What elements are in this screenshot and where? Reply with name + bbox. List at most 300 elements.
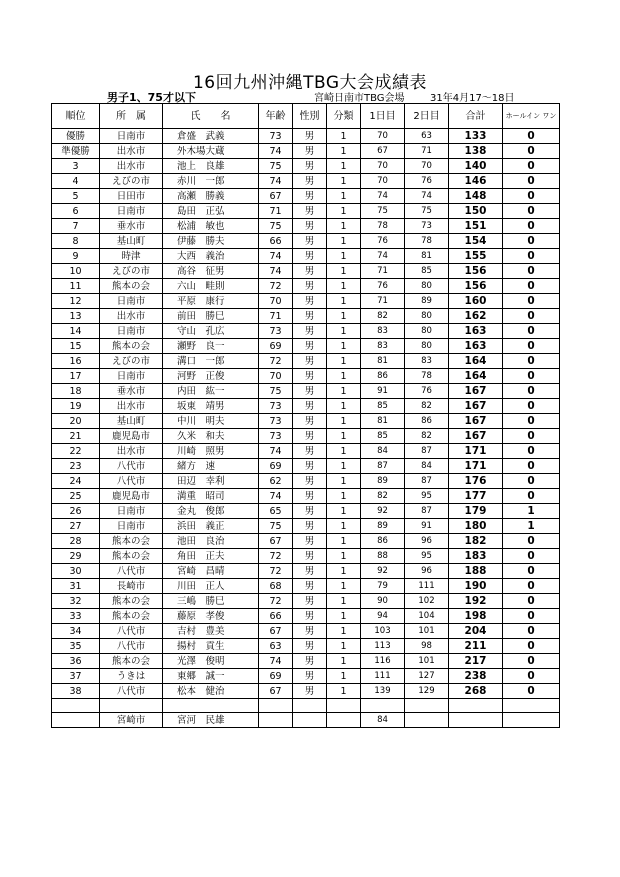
table-row	[52, 594, 560, 609]
table-row	[52, 459, 560, 474]
hole-in-one-cell: 0	[503, 129, 560, 144]
day1-score-cell: 74	[361, 249, 405, 264]
day1-score-cell: 86	[361, 534, 405, 549]
table-row	[52, 204, 560, 219]
day2-score-cell: 63	[405, 129, 449, 144]
gender-cell: 男	[293, 669, 327, 684]
rank-cell: 19	[52, 399, 100, 414]
day2-score-cell: 74	[405, 189, 449, 204]
hole-in-one-cell: 0	[503, 429, 560, 444]
total-score-cell: 150	[449, 204, 503, 219]
rank-cell: 4	[52, 174, 100, 189]
total-score-cell: 177	[449, 489, 503, 504]
affiliation-cell: 日南市	[100, 129, 163, 144]
table-row	[52, 609, 560, 624]
name-cell: 内田 紘一	[163, 384, 259, 399]
affiliation-cell: 長崎市	[100, 579, 163, 594]
name-cell: 東郷 誠一	[163, 669, 259, 684]
name-cell: 松本 健治	[163, 684, 259, 699]
hole-in-one-cell: 0	[503, 264, 560, 279]
header-affiliation: 所 属	[100, 104, 163, 129]
rank-cell: 11	[52, 279, 100, 294]
total-score-cell: 167	[449, 414, 503, 429]
day1-score-cell: 74	[361, 189, 405, 204]
affiliation-cell: 日南市	[100, 519, 163, 534]
table-row	[52, 249, 560, 264]
age-cell: 70	[259, 294, 293, 309]
division-cell: 1	[327, 354, 361, 369]
age-cell: 72	[259, 279, 293, 294]
day2-score-cell: 95	[405, 549, 449, 564]
affiliation-cell: 出水市	[100, 309, 163, 324]
affiliation-cell: 宮崎市	[100, 713, 163, 728]
hole-in-one-cell: 0	[503, 654, 560, 669]
hole-in-one-cell: 0	[503, 669, 560, 684]
age-cell: 69	[259, 339, 293, 354]
name-cell: 溝口 一郎	[163, 354, 259, 369]
rank-cell: 7	[52, 219, 100, 234]
name-cell: 宮崎 昌晴	[163, 564, 259, 579]
gender-cell: 男	[293, 129, 327, 144]
hole-in-one-cell: 0	[503, 609, 560, 624]
hole-in-one-cell	[503, 699, 560, 713]
day2-score-cell: 80	[405, 309, 449, 324]
rank-cell: 35	[52, 639, 100, 654]
day2-score-cell: 104	[405, 609, 449, 624]
gender-cell: 男	[293, 459, 327, 474]
affiliation-cell: 熊本の会	[100, 549, 163, 564]
division-cell: 1	[327, 204, 361, 219]
rank-cell: 36	[52, 654, 100, 669]
hole-in-one-cell: 0	[503, 279, 560, 294]
total-score-cell: 192	[449, 594, 503, 609]
age-cell: 75	[259, 159, 293, 174]
affiliation-cell: 日田市	[100, 189, 163, 204]
gender-cell: 男	[293, 354, 327, 369]
gender-cell: 男	[293, 519, 327, 534]
total-score-cell: 211	[449, 639, 503, 654]
age-cell: 71	[259, 309, 293, 324]
hole-in-one-cell	[503, 713, 560, 728]
header-rank: 順位	[52, 104, 100, 129]
total-score-cell: 167	[449, 384, 503, 399]
table-row	[52, 354, 560, 369]
day2-score-cell: 70	[405, 159, 449, 174]
hole-in-one-cell: 0	[503, 474, 560, 489]
day2-score-cell: 129	[405, 684, 449, 699]
rank-cell: 優勝	[52, 129, 100, 144]
total-score-cell: 217	[449, 654, 503, 669]
day2-score-cell: 86	[405, 414, 449, 429]
table-row	[52, 129, 560, 144]
name-cell: 前田 勝巳	[163, 309, 259, 324]
day2-score-cell: 75	[405, 204, 449, 219]
hole-in-one-cell: 0	[503, 684, 560, 699]
age-cell: 74	[259, 444, 293, 459]
division-cell: 1	[327, 639, 361, 654]
affiliation-cell: 熊本の会	[100, 654, 163, 669]
day1-score-cell: 75	[361, 204, 405, 219]
header-hole-in-one: ホールイン ワン	[503, 104, 560, 129]
age-cell: 67	[259, 624, 293, 639]
total-score-cell: 160	[449, 294, 503, 309]
day1-score-cell: 71	[361, 264, 405, 279]
division-cell: 1	[327, 684, 361, 699]
header-row	[52, 104, 560, 129]
hole-in-one-cell: 0	[503, 219, 560, 234]
affiliation-cell: 出水市	[100, 159, 163, 174]
gender-cell: 男	[293, 144, 327, 159]
hole-in-one-cell: 1	[503, 504, 560, 519]
day1-score-cell: 87	[361, 459, 405, 474]
table-row	[52, 369, 560, 384]
total-score-cell: 167	[449, 399, 503, 414]
age-cell: 72	[259, 594, 293, 609]
gender-cell: 男	[293, 549, 327, 564]
affiliation-cell: 鹿児島市	[100, 489, 163, 504]
total-score-cell: 188	[449, 564, 503, 579]
division-cell: 1	[327, 234, 361, 249]
name-cell: 赤川 一郎	[163, 174, 259, 189]
table-row	[52, 504, 560, 519]
rank-cell: 12	[52, 294, 100, 309]
age-cell: 74	[259, 264, 293, 279]
division-cell: 1	[327, 249, 361, 264]
total-score-cell	[449, 713, 503, 728]
age-cell: 73	[259, 324, 293, 339]
hole-in-one-cell: 0	[503, 354, 560, 369]
age-cell: 70	[259, 369, 293, 384]
total-score-cell: 156	[449, 264, 503, 279]
division-cell: 1	[327, 429, 361, 444]
division-cell: 1	[327, 459, 361, 474]
day1-score-cell: 76	[361, 234, 405, 249]
header-age: 年齢	[259, 104, 293, 129]
gender-cell: 男	[293, 609, 327, 624]
affiliation-cell: 出水市	[100, 144, 163, 159]
table-row	[52, 324, 560, 339]
total-score-cell: 198	[449, 609, 503, 624]
day2-score-cell: 89	[405, 294, 449, 309]
affiliation-cell: 日南市	[100, 324, 163, 339]
name-cell: 守山 孔広	[163, 324, 259, 339]
day2-score-cell: 76	[405, 384, 449, 399]
division-cell: 1	[327, 609, 361, 624]
day1-score-cell: 91	[361, 384, 405, 399]
rank-cell: 34	[52, 624, 100, 639]
affiliation-cell: うきは	[100, 669, 163, 684]
name-cell: 中川 明夫	[163, 414, 259, 429]
total-score-cell: 190	[449, 579, 503, 594]
age-cell	[259, 699, 293, 713]
hole-in-one-cell: 0	[503, 339, 560, 354]
table-row	[52, 159, 560, 174]
division-cell	[327, 713, 361, 728]
table-row	[52, 414, 560, 429]
name-cell: 大西 義治	[163, 249, 259, 264]
hole-in-one-cell: 0	[503, 414, 560, 429]
division-cell: 1	[327, 519, 361, 534]
division-cell: 1	[327, 399, 361, 414]
division-cell: 1	[327, 294, 361, 309]
name-cell: 川田 正人	[163, 579, 259, 594]
division-cell: 1	[327, 189, 361, 204]
gender-cell: 男	[293, 399, 327, 414]
name-cell: 藤原 孝俊	[163, 609, 259, 624]
day2-score-cell: 73	[405, 219, 449, 234]
table-row	[52, 444, 560, 459]
total-score-cell: 151	[449, 219, 503, 234]
category-subtitle: 男子1、75才以下	[107, 91, 196, 104]
total-score-cell: 163	[449, 324, 503, 339]
table-row	[52, 309, 560, 324]
day1-score-cell: 71	[361, 294, 405, 309]
table-row	[52, 579, 560, 594]
hole-in-one-cell: 0	[503, 444, 560, 459]
table-row	[52, 654, 560, 669]
name-cell: 川崎 照男	[163, 444, 259, 459]
table-row	[52, 489, 560, 504]
day1-score-cell: 113	[361, 639, 405, 654]
hole-in-one-cell: 0	[503, 369, 560, 384]
age-cell: 65	[259, 504, 293, 519]
day1-score-cell: 82	[361, 489, 405, 504]
age-cell: 67	[259, 684, 293, 699]
day2-score-cell: 82	[405, 399, 449, 414]
table-row	[52, 519, 560, 534]
rank-cell: 20	[52, 414, 100, 429]
name-cell: 島田 正弘	[163, 204, 259, 219]
rank-cell: 24	[52, 474, 100, 489]
total-score-cell: 162	[449, 309, 503, 324]
name-cell: 久米 和夫	[163, 429, 259, 444]
division-cell: 1	[327, 174, 361, 189]
division-cell: 1	[327, 324, 361, 339]
name-cell: 坂東 靖男	[163, 399, 259, 414]
day2-score-cell: 71	[405, 144, 449, 159]
affiliation-cell: 日南市	[100, 369, 163, 384]
header-name: 氏 名	[163, 104, 259, 129]
day1-score-cell: 92	[361, 504, 405, 519]
gender-cell: 男	[293, 474, 327, 489]
division-cell: 1	[327, 414, 361, 429]
hole-in-one-cell: 0	[503, 324, 560, 339]
extra-table-row	[52, 713, 560, 728]
gender-cell: 男	[293, 534, 327, 549]
name-cell: 倉盛 武義	[163, 129, 259, 144]
name-cell: 揚村 貢生	[163, 639, 259, 654]
total-score-cell: 146	[449, 174, 503, 189]
gender-cell: 男	[293, 579, 327, 594]
day2-score-cell: 81	[405, 249, 449, 264]
total-score-cell: 167	[449, 429, 503, 444]
name-cell: 吉村 豊美	[163, 624, 259, 639]
name-cell: 河野 正俊	[163, 369, 259, 384]
division-cell: 1	[327, 579, 361, 594]
total-score-cell: 155	[449, 249, 503, 264]
hole-in-one-cell: 0	[503, 534, 560, 549]
division-cell: 1	[327, 564, 361, 579]
day2-score-cell: 91	[405, 519, 449, 534]
rank-cell: 16	[52, 354, 100, 369]
division-cell: 1	[327, 264, 361, 279]
affiliation-cell: 八代市	[100, 564, 163, 579]
gender-cell	[293, 699, 327, 713]
rank-cell: 28	[52, 534, 100, 549]
age-cell: 74	[259, 144, 293, 159]
affiliation-cell: えびの市	[100, 174, 163, 189]
affiliation-cell: 八代市	[100, 684, 163, 699]
hole-in-one-cell: 0	[503, 549, 560, 564]
total-score-cell: 154	[449, 234, 503, 249]
day2-score-cell: 83	[405, 354, 449, 369]
age-cell: 73	[259, 429, 293, 444]
affiliation-cell: 出水市	[100, 399, 163, 414]
name-cell: 池田 良治	[163, 534, 259, 549]
results-body	[52, 129, 560, 728]
hole-in-one-cell: 0	[503, 399, 560, 414]
day1-score-cell: 76	[361, 279, 405, 294]
day2-score-cell: 78	[405, 234, 449, 249]
day1-score-cell: 103	[361, 624, 405, 639]
header-day1: 1日目	[361, 104, 405, 129]
affiliation-cell: 八代市	[100, 639, 163, 654]
division-cell: 1	[327, 129, 361, 144]
division-cell	[327, 699, 361, 713]
rank-cell: 18	[52, 384, 100, 399]
day1-score-cell: 90	[361, 594, 405, 609]
division-cell: 1	[327, 219, 361, 234]
total-score-cell: 182	[449, 534, 503, 549]
day1-score-cell: 89	[361, 519, 405, 534]
day1-score-cell: 84	[361, 713, 405, 728]
hole-in-one-cell: 0	[503, 294, 560, 309]
gender-cell: 男	[293, 324, 327, 339]
affiliation-cell: 八代市	[100, 474, 163, 489]
day1-score-cell: 67	[361, 144, 405, 159]
gender-cell: 男	[293, 594, 327, 609]
table-row	[52, 339, 560, 354]
age-cell: 72	[259, 564, 293, 579]
hole-in-one-cell: 0	[503, 204, 560, 219]
hole-in-one-cell: 0	[503, 579, 560, 594]
table-row	[52, 669, 560, 684]
rank-cell: 32	[52, 594, 100, 609]
table-row	[52, 474, 560, 489]
division-cell: 1	[327, 144, 361, 159]
division-cell: 1	[327, 159, 361, 174]
affiliation-cell: えびの市	[100, 354, 163, 369]
age-cell: 68	[259, 579, 293, 594]
rank-cell: 17	[52, 369, 100, 384]
total-score-cell: 183	[449, 549, 503, 564]
total-score-cell: 156	[449, 279, 503, 294]
day1-score-cell: 83	[361, 324, 405, 339]
day2-score-cell	[405, 713, 449, 728]
day1-score-cell	[361, 699, 405, 713]
name-cell	[163, 699, 259, 713]
rank-cell: 14	[52, 324, 100, 339]
age-cell: 69	[259, 459, 293, 474]
gender-cell: 男	[293, 189, 327, 204]
day1-score-cell: 85	[361, 429, 405, 444]
results-table	[51, 103, 560, 728]
name-cell: 金丸 俊郎	[163, 504, 259, 519]
name-cell: 外木場大蔵	[163, 144, 259, 159]
division-cell: 1	[327, 444, 361, 459]
name-cell: 高谷 征男	[163, 264, 259, 279]
gender-cell: 男	[293, 624, 327, 639]
table-row	[52, 219, 560, 234]
rank-cell: 29	[52, 549, 100, 564]
day2-score-cell	[405, 699, 449, 713]
day1-score-cell: 111	[361, 669, 405, 684]
rank-cell: 8	[52, 234, 100, 249]
total-score-cell: 164	[449, 369, 503, 384]
gender-cell: 男	[293, 159, 327, 174]
day2-score-cell: 78	[405, 369, 449, 384]
gender-cell: 男	[293, 414, 327, 429]
name-cell: 三嶋 勝巳	[163, 594, 259, 609]
affiliation-cell: 垂水市	[100, 219, 163, 234]
affiliation-cell: 熊本の会	[100, 534, 163, 549]
rank-cell: 23	[52, 459, 100, 474]
day1-score-cell: 78	[361, 219, 405, 234]
division-cell: 1	[327, 534, 361, 549]
affiliation-cell: 日南市	[100, 204, 163, 219]
hole-in-one-cell: 0	[503, 459, 560, 474]
day1-score-cell: 86	[361, 369, 405, 384]
gender-cell	[293, 713, 327, 728]
total-score-cell: 171	[449, 459, 503, 474]
day1-score-cell: 70	[361, 174, 405, 189]
rank-cell: 26	[52, 504, 100, 519]
hole-in-one-cell: 0	[503, 144, 560, 159]
name-cell: 平原 康行	[163, 294, 259, 309]
age-cell: 75	[259, 519, 293, 534]
rank-cell: 38	[52, 684, 100, 699]
day1-score-cell: 94	[361, 609, 405, 624]
affiliation-cell: えびの市	[100, 264, 163, 279]
day2-score-cell: 96	[405, 534, 449, 549]
name-cell: 光澤 俊明	[163, 654, 259, 669]
hole-in-one-cell: 1	[503, 519, 560, 534]
age-cell: 72	[259, 354, 293, 369]
total-score-cell: 204	[449, 624, 503, 639]
rank-cell: 21	[52, 429, 100, 444]
gender-cell: 男	[293, 639, 327, 654]
table-row	[52, 534, 560, 549]
table-row	[52, 429, 560, 444]
name-cell: 松浦 敏也	[163, 219, 259, 234]
total-score-cell: 238	[449, 669, 503, 684]
age-cell: 73	[259, 399, 293, 414]
rank-cell: 22	[52, 444, 100, 459]
total-score-cell: 164	[449, 354, 503, 369]
name-cell: 浜田 義正	[163, 519, 259, 534]
total-score-cell: 133	[449, 129, 503, 144]
day1-score-cell: 70	[361, 129, 405, 144]
gender-cell: 男	[293, 279, 327, 294]
document-title: 16回九州沖縄TBG大会成績表	[192, 73, 428, 93]
division-cell: 1	[327, 474, 361, 489]
age-cell: 73	[259, 129, 293, 144]
division-cell: 1	[327, 489, 361, 504]
age-cell: 66	[259, 234, 293, 249]
day1-score-cell: 92	[361, 564, 405, 579]
age-cell: 74	[259, 249, 293, 264]
gender-cell: 男	[293, 369, 327, 384]
